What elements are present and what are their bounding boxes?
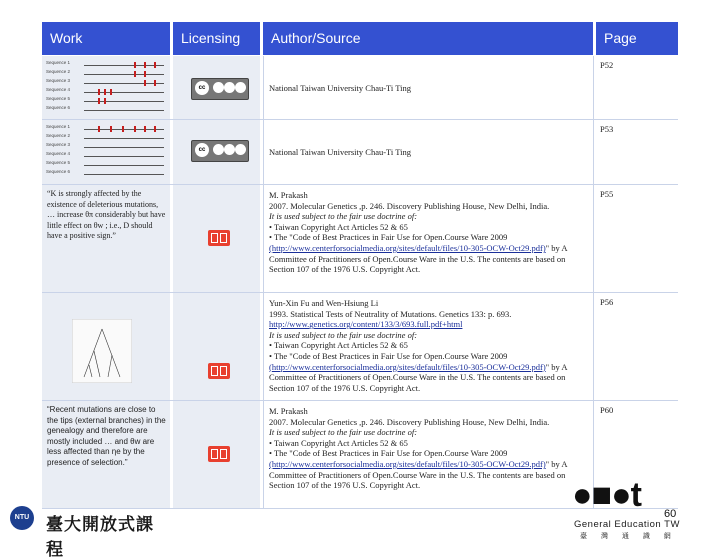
header-work: Work <box>42 22 170 55</box>
header-author-source: Author/Source <box>263 22 593 55</box>
author-text: M. Prakash 2007. Molecular Genetics ,p. 246. Discovery Publishing House, New Delhi, India. It is used subject to the fair use doctrine of: • Taiwan Copyright Act Articles 52 & 65 • The "Code of Best Practices in Fair Use for Open.Course Ware 2009 (http://www.centerforsocialmedia.org/sites/default/files/10-305-OCW-Oct29.pdf)" by A Committee of Practitioners of Open.Course Ware in the U.S. The contents are based on Section 107 of the 1976 U.S. Copyright Act. <box>269 190 568 275</box>
work-cell <box>42 120 170 184</box>
sequence-row: Sequence 1 <box>46 60 164 69</box>
ntu-logo-text: 臺大開放式課程 <box>46 515 154 559</box>
license-cell <box>173 185 260 292</box>
sequence-row: Sequence 2 <box>46 69 164 78</box>
sequence-figure <box>46 60 164 114</box>
genetics-article-link[interactable]: http://www.genetics.org/content/133/3/693.full.pdf+html <box>269 319 463 330</box>
page-cell <box>593 293 678 400</box>
page-cell <box>593 120 678 184</box>
author-text: National Taiwan University Chau-Ti Ting <box>269 147 412 157</box>
author-text: National Taiwan University Chau-Ti Ting <box>269 83 412 93</box>
page-number: P56 <box>600 297 614 307</box>
page-number: P52 <box>600 60 614 70</box>
license-cell <box>173 120 260 184</box>
work-cell <box>42 293 170 400</box>
table-row <box>42 120 678 185</box>
fair-use-code-link[interactable]: (http://www.centerforsocialmedia.org/sites/default/files/10-305-OCW-Oct29.pdf) <box>269 458 546 469</box>
page-cell <box>593 56 678 119</box>
fair-use-book-icon <box>208 363 230 379</box>
table-row <box>42 293 678 401</box>
right-logo-text: General Education TW <box>574 519 680 530</box>
author-text: Yun-Xin Fu and Wen-Hsiung Li 1993. Statistical Tests of Neutrality of Mutations. Genetics 133: p. 693. http://www.genetics.org/content/133/3/693.full.pdf+html It is used subject to the fair use doctrine of: • Taiwan Copyright Act Articles 52 & 65 • The "Code of Best Practices in Fair Use for Open.Course Ware 2009 (http://www.centerforsocialmedia.org/sites/default/files/10-305-OCW-Oct29.pdf)" by A Committee of Practitioners of Open.Course Ware in the U.S. The contents are based on Section 107 of the 1976 U.S. Copyright Act. <box>269 298 568 393</box>
cc-by-nc-sa-icon: cc <box>191 140 249 162</box>
slide-number: 60 <box>664 508 677 520</box>
sequence-figure <box>46 124 164 178</box>
work-cell <box>42 401 170 508</box>
fair-use-code-link[interactable]: (http://www.centerforsocialmedia.org/sites/default/files/10-305-OCW-Oct29.pdf) <box>269 361 546 372</box>
author-cell <box>263 293 593 400</box>
table-row <box>42 185 678 293</box>
sequence-row: Sequence 3 <box>46 78 164 87</box>
sequence-row: Sequence 4 <box>46 151 164 160</box>
fair-use-code-link[interactable]: (http://www.centerforsocialmedia.org/sites/default/files/10-305-OCW-Oct29.pdf) <box>269 242 546 253</box>
sequence-row: Sequence 5 <box>46 96 164 105</box>
sequence-row: Sequence 6 <box>46 105 164 114</box>
header-page: Page <box>596 22 678 55</box>
sequence-row: Sequence 1 <box>46 124 164 133</box>
sequence-row: Sequence 4 <box>46 87 164 96</box>
page-number: P60 <box>600 405 614 415</box>
ntu-emblem-icon: NTU <box>10 506 34 530</box>
page-number: P55 <box>600 189 614 199</box>
cc-by-nc-sa-icon: cc <box>191 78 249 100</box>
general-education-tw-logo: ●■●t General Education TW 臺 灣 通 識 網 <box>572 476 680 540</box>
ntu-ocw-logo <box>10 498 170 559</box>
fair-use-book-icon <box>208 446 230 462</box>
genealogy-tree-image <box>72 319 132 383</box>
author-text: M. Prakash 2007. Molecular Genetics ,p. 246. Discovery Publishing House, New Delhi, India. It is used subject to the fair use doctrine of: • Taiwan Copyright Act Articles 52 & 65 • The "Code of Best Practices in Fair Use for Open.Course Ware 2009 (http://www.centerforsocialmedia.org/sites/default/files/10-305-OCW-Oct29.pdf)" by A Committee of Practitioners of Open.Course Ware in the U.S. The contents are based on Section 107 of the 1976 U.S. Copyright Act. <box>269 406 568 491</box>
page-cell <box>593 185 678 292</box>
header-licensing: Licensing <box>173 22 260 55</box>
author-cell <box>263 120 593 184</box>
work-cell <box>42 56 170 119</box>
right-logo-subtext: 臺 灣 通 識 網 <box>580 533 677 540</box>
table-row <box>42 56 678 120</box>
work-cell <box>42 185 170 292</box>
work-quote: “K is strongly affected by the existence of deleterious mutations, … increase θπ considerably but have little effect on θw ; i.e., D should have a positive sign.” <box>47 189 166 241</box>
license-cell <box>173 293 260 400</box>
license-cell <box>173 401 260 508</box>
sequence-row: Sequence 6 <box>46 169 164 178</box>
license-cell <box>173 56 260 119</box>
author-cell <box>263 401 593 508</box>
sequence-row: Sequence 5 <box>46 160 164 169</box>
page-number: P53 <box>600 124 614 134</box>
sequence-row: Sequence 2 <box>46 133 164 142</box>
author-cell <box>263 56 593 119</box>
sequence-row: Sequence 3 <box>46 142 164 151</box>
work-quote: “Recent mutations are close to the tips (external branches) in the genealogy and therefore are mostly included … and θw are less affected than ηe by the presence of selection.” <box>47 405 166 467</box>
author-cell <box>263 185 593 292</box>
fair-use-book-icon <box>208 230 230 246</box>
